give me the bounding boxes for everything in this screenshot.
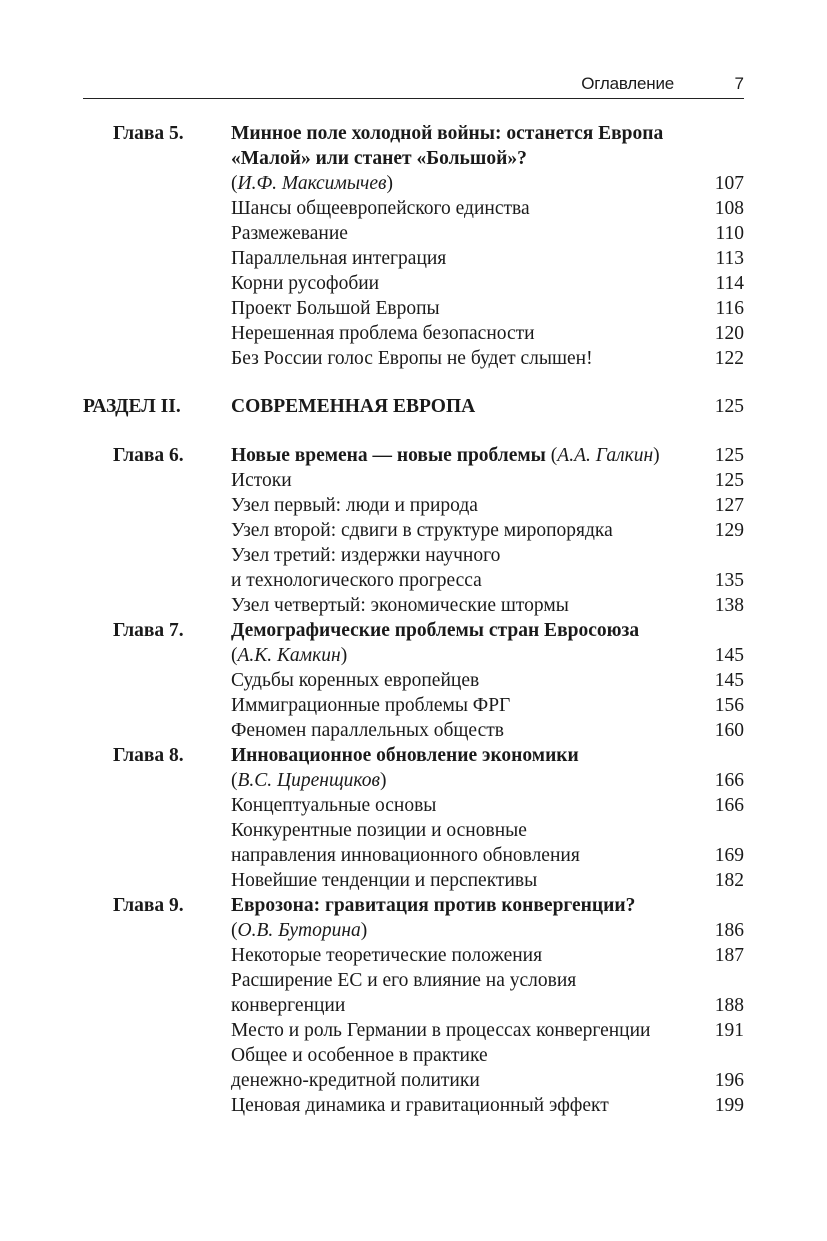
toc-chapter-9-author[interactable] xyxy=(0,918,827,943)
author-name: А.К. Камкин xyxy=(237,645,341,666)
author-name: А.А. Галкин xyxy=(557,445,654,466)
toc-entry[interactable] xyxy=(0,593,827,618)
page-number: 188 xyxy=(714,995,744,1016)
page-number: 110 xyxy=(715,223,744,244)
chapter-title: «Малой» или станет «Большой»? xyxy=(231,148,527,169)
chapter-label: Глава 5. xyxy=(113,123,184,144)
page-number: 145 xyxy=(714,645,744,666)
entry-title: Иммиграционные проблемы ФРГ xyxy=(231,695,511,716)
chapter-title: Новые времена — новые проблемы xyxy=(231,445,546,466)
toc-chapter-7-author[interactable] xyxy=(0,643,827,668)
toc-entry[interactable] xyxy=(0,346,827,371)
page-number: 166 xyxy=(714,770,744,791)
page-number: 196 xyxy=(714,1070,744,1091)
entry-title: Некоторые теоретические положения xyxy=(231,945,543,966)
page-number: 125 xyxy=(714,470,744,491)
toc-entry[interactable] xyxy=(0,221,827,246)
toc-entry[interactable] xyxy=(0,1018,827,1043)
entry-title: Ценовая динамика и гравитационный эффект xyxy=(231,1095,609,1116)
toc-entry[interactable] xyxy=(0,843,827,868)
page-number: 166 xyxy=(714,795,744,816)
page-number: 108 xyxy=(714,198,744,219)
toc-chapter-5-author[interactable] xyxy=(0,171,827,196)
toc-entry[interactable] xyxy=(0,693,827,718)
page-number: 156 xyxy=(714,695,744,716)
page-number: 187 xyxy=(714,945,744,966)
entry-title: Шансы общеевропейского единства xyxy=(231,198,530,219)
author-line: (А.К. Камкин) xyxy=(231,645,348,666)
page-number: 135 xyxy=(714,570,744,591)
page-number: 191 xyxy=(714,1020,744,1041)
chapter-label: Глава 9. xyxy=(113,895,184,916)
page-number: 129 xyxy=(714,520,744,541)
toc-entry[interactable] xyxy=(0,718,827,743)
toc-entry[interactable] xyxy=(0,993,827,1018)
chapter-title-line: Новые времена — новые проблемы (А.А. Галкин) xyxy=(231,445,660,466)
entry-title: Новейшие тенденции и перспективы xyxy=(231,870,538,891)
section-title: СОВРЕМЕННАЯ ЕВРОПА xyxy=(231,396,476,417)
entry-title: Узел второй: сдвиги в структуре миропорядка xyxy=(231,520,613,541)
toc-entry[interactable] xyxy=(0,1043,827,1068)
header-page-number: 7 xyxy=(734,74,744,93)
page-number: 107 xyxy=(714,173,744,194)
entry-title: денежно-кредитной политики xyxy=(231,1070,480,1091)
running-header xyxy=(83,74,744,96)
author-name: И.Ф. Максимычев xyxy=(237,173,387,194)
page-number: 138 xyxy=(714,595,744,616)
entry-title: Общее и особенное в практике xyxy=(231,1045,488,1066)
chapter-title: Демографические проблемы стран Евросоюза xyxy=(231,620,640,641)
toc-entry[interactable] xyxy=(0,1093,827,1118)
page-number: 120 xyxy=(714,323,744,344)
entry-title: Узел первый: люди и природа xyxy=(231,495,478,516)
entry-title: Корни русофобии xyxy=(231,273,380,294)
page-number: 160 xyxy=(714,720,744,741)
toc-entry[interactable] xyxy=(0,518,827,543)
header-rule xyxy=(83,98,744,99)
entry-title: Концептуальные основы xyxy=(231,795,437,816)
entry-title: Параллельная интеграция xyxy=(231,248,447,269)
page-number: 113 xyxy=(715,248,744,269)
author-line: (И.Ф. Максимычев) xyxy=(231,173,393,194)
page-number: 182 xyxy=(714,870,744,891)
toc-entry[interactable] xyxy=(0,793,827,818)
entry-title: Проект Большой Европы xyxy=(231,298,440,319)
chapter-title: Минное поле холодной войны: останется Европа xyxy=(231,123,664,144)
entry-title: Нерешенная проблема безопасности xyxy=(231,323,535,344)
page-number: 199 xyxy=(714,1095,744,1116)
entry-title: Истоки xyxy=(231,470,292,491)
toc-chapter-5-heading-cont[interactable] xyxy=(0,146,827,171)
toc-chapter-8-author[interactable] xyxy=(0,768,827,793)
entry-title: Узел четвертый: экономические штормы xyxy=(231,595,569,616)
toc-chapter-5-heading[interactable] xyxy=(0,121,827,146)
section-label: РАЗДЕЛ II. xyxy=(83,396,181,417)
author-line: (В.С. Циренщиков) xyxy=(231,770,387,791)
entry-title: Размежевание xyxy=(231,223,348,244)
page-number: 186 xyxy=(714,920,744,941)
entry-title: Конкурентные позиции и основные xyxy=(231,820,527,841)
toc-entry[interactable] xyxy=(0,246,827,271)
toc-entry[interactable] xyxy=(0,468,827,493)
toc-section-2[interactable] xyxy=(0,394,827,419)
toc-entry[interactable] xyxy=(0,568,827,593)
entry-title: Феномен параллельных обществ xyxy=(231,720,504,741)
page-number: 145 xyxy=(714,670,744,691)
toc-entry[interactable] xyxy=(0,868,827,893)
entry-title: Узел третий: издержки научного xyxy=(231,545,501,566)
chapter-label: Глава 8. xyxy=(113,745,184,766)
chapter-title: Еврозона: гравитация против конвергенции? xyxy=(231,895,636,916)
page-number: 127 xyxy=(714,495,744,516)
entry-title: Судьбы коренных европейцев xyxy=(231,670,480,691)
toc-entry[interactable] xyxy=(0,943,827,968)
entry-title: Расширение ЕС и его влияние на условия xyxy=(231,970,577,991)
author-name: В.С. Циренщиков xyxy=(237,770,381,791)
chapter-label: Глава 7. xyxy=(113,620,184,641)
toc-entry[interactable] xyxy=(0,296,827,321)
author-name: О.В. Буторина xyxy=(237,920,361,941)
chapter-label: Глава 6. xyxy=(113,445,184,466)
toc-entry[interactable] xyxy=(0,668,827,693)
page-number: 122 xyxy=(714,348,744,369)
toc-entry[interactable] xyxy=(0,493,827,518)
page-number: 116 xyxy=(715,298,744,319)
toc-chapter-9-heading[interactable] xyxy=(0,893,827,918)
page-number: 114 xyxy=(715,273,744,294)
toc-entry[interactable] xyxy=(0,321,827,346)
toc-entry[interactable] xyxy=(0,1068,827,1093)
toc-entry[interactable] xyxy=(0,968,827,993)
toc-entry[interactable] xyxy=(0,196,827,221)
toc-entry[interactable] xyxy=(0,271,827,296)
page-number: 125 xyxy=(714,445,744,466)
entry-title: Без России голос Европы не будет слышен! xyxy=(231,348,593,369)
header-title: Оглавление xyxy=(581,74,674,93)
entry-title: конвергенции xyxy=(231,995,346,1016)
entry-title: направления инновационного обновления xyxy=(231,845,580,866)
entry-title: и технологического прогресса xyxy=(231,570,482,591)
toc-entry[interactable] xyxy=(0,543,827,568)
toc-chapter-7-heading[interactable] xyxy=(0,618,827,643)
chapter-title: Инновационное обновление экономики xyxy=(231,745,579,766)
entry-title: Место и роль Германии в процессах конвергенции xyxy=(231,1020,651,1041)
toc-chapter-6-heading[interactable] xyxy=(0,443,827,468)
page-number: 125 xyxy=(714,396,744,417)
page-number: 169 xyxy=(714,845,744,866)
toc-entry[interactable] xyxy=(0,818,827,843)
toc-chapter-8-heading[interactable] xyxy=(0,743,827,768)
author-line: (О.В. Буторина) xyxy=(231,920,368,941)
